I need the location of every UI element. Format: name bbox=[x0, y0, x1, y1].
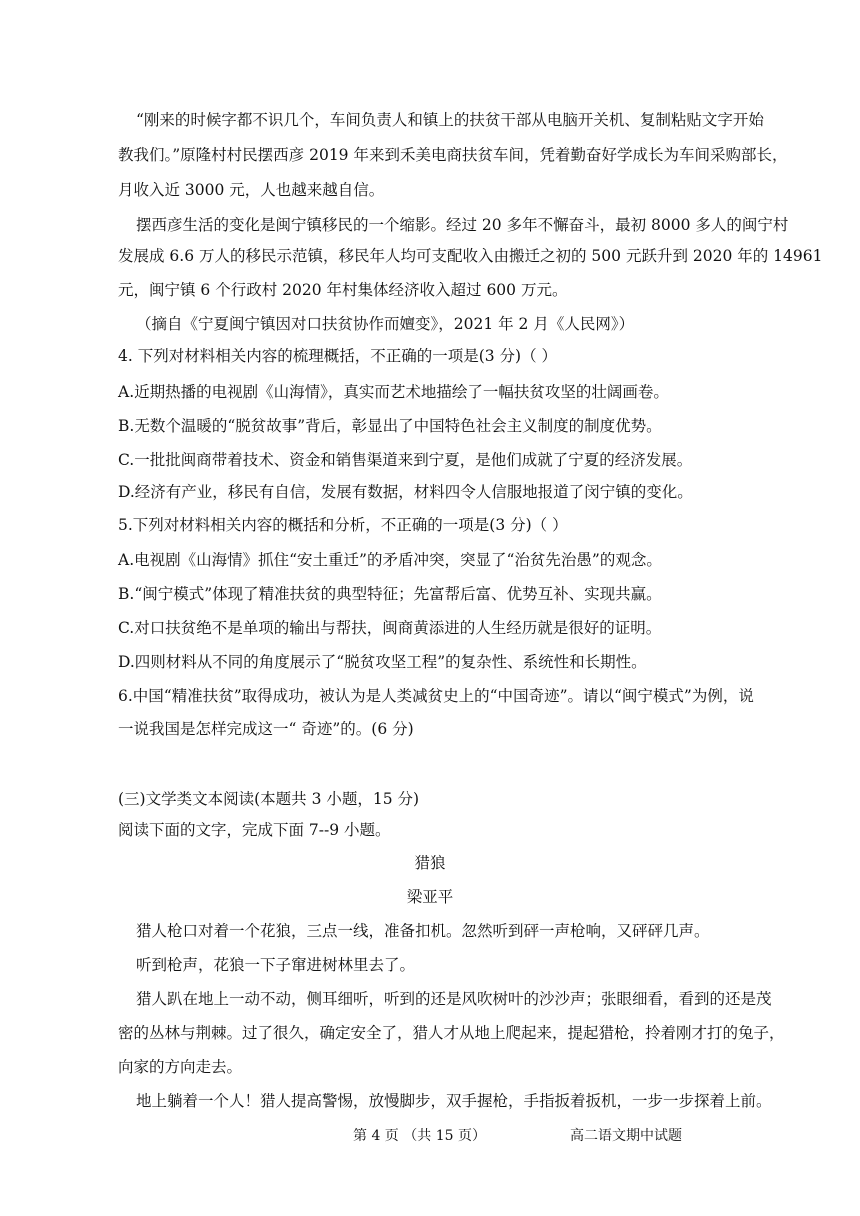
question-5-stem: 5.下列对材料相关内容的概括和分析，不正确的一项是(3 分)（ ） bbox=[118, 516, 568, 534]
paragraph-line: 教我们。”原隆村村民摆西彦 2019 年来到禾美电商扶贫车间，凭着勤奋好学成长为车间采购部长， bbox=[118, 146, 788, 164]
source-citation: （摘自《宁夏闽宁镇因对口扶贫协作而嬗变》，2021 年 2 月《人民网》） bbox=[136, 315, 635, 333]
paragraph-line: 月收入近 3000 元，人也越来越自信。 bbox=[118, 181, 385, 199]
story-line: 密的丛林与荆棘。过了很久，确定安全了，猎人才从地上爬起来，提起猎枪，拎着刚才打的兔子， bbox=[118, 1024, 785, 1042]
question-5-option-c: C.对口扶贫绝不是单项的输出与帮扶，闽商黄添进的人生经历就是很好的证明。 bbox=[118, 619, 662, 637]
question-4-stem: 4. 下列对材料相关内容的梳理概括，不正确的一项是(3 分)（ ） bbox=[118, 347, 558, 365]
question-5-option-d: D.四则材料从不同的角度展示了“脱贫攻坚工程”的复杂性、系统性和长期性。 bbox=[118, 653, 647, 671]
paragraph-line: 元，闽宁镇 6 个行政村 2020 年村集体经济收入超过 600 万元。 bbox=[118, 281, 568, 299]
question-4-option-a: A.近期热播的电视剧《山海情》，真实而艺术地描绘了一幅扶贫攻坚的壮阔画卷。 bbox=[118, 383, 669, 401]
question-4-option-d: D.经济有产业，移民有自信，发展有数据，材料四令人信服地报道了闵宁镇的变化。 bbox=[118, 483, 693, 501]
question-4-option-c: C.一批批闽商带着技术、资金和销售渠道来到宁夏，是他们成就了宁夏的经济发展。 bbox=[118, 451, 693, 469]
question-6-line: 6.中国“精准扶贫”取得成功，被认为是人类减贫史上的“中国奇迹”。请以“闽宁模式”为例，说 bbox=[118, 687, 754, 705]
exam-name: 高二语文期中试题 bbox=[570, 1128, 682, 1144]
story-line: 地上躺着一个人！猎人提高警惕，放慢脚步，双手握枪，手指扳着扳机，一步一步探着上前。 bbox=[136, 1092, 772, 1110]
question-5-option-a: A.电视剧《山海情》抓住“安土重迁”的矛盾冲突，突显了“治贫先治愚”的观念。 bbox=[118, 551, 662, 569]
section-heading: (三)文学类文本阅读(本题共 3 小题，15 分) bbox=[118, 790, 420, 808]
section-instruction: 阅读下面的文字，完成下面 7--9 小题。 bbox=[118, 821, 391, 839]
story-line: 向家的方向走去。 bbox=[118, 1058, 243, 1076]
story-line: 猎人趴在地上一动不动，侧耳细听，听到的还是风吹树叶的沙沙声；张眼细看，看到的还是茂 bbox=[136, 990, 772, 1008]
story-title: 猎狼 bbox=[414, 854, 446, 872]
question-6-line: 一说我国是怎样完成这一“ 奇迹”的。(6 分) bbox=[118, 720, 414, 738]
story-author: 梁亚平 bbox=[406, 888, 454, 906]
paragraph-line: 摆西彦生活的变化是闽宁镇移民的一个缩影。经过 20 多年不懈奋斗，最初 8000 多人的闽宁村 bbox=[136, 216, 789, 234]
page-number: 第 4 页 （共 15 页） bbox=[353, 1128, 486, 1144]
story-line: 听到枪声，花狼一下子窜进树林里去了。 bbox=[136, 956, 416, 974]
paragraph-line: 发展成 6.6 万人的移民示范镇，移民年人均可支配收入由搬迁之初的 500 元跃升到 2020 年的 14961 bbox=[118, 247, 823, 265]
question-5-option-b: B.“闽宁模式”体现了精准扶贫的典型特征；先富帮后富、优势互补、实现共赢。 bbox=[118, 585, 662, 603]
paragraph-line: “刚来的时候字都不识几个，车间负责人和镇上的扶贫干部从电脑开关机、复制粘贴文字开始 bbox=[136, 111, 764, 129]
question-4-option-b: B.无数个温暖的“脱贫故事”背后，彰显出了中国特色社会主义制度的制度优势。 bbox=[118, 417, 662, 435]
story-line: 猎人枪口对着一个花狼，三点一线，准备扣机。忽然听到砰一声枪响，又砰砰几声。 bbox=[136, 922, 710, 940]
